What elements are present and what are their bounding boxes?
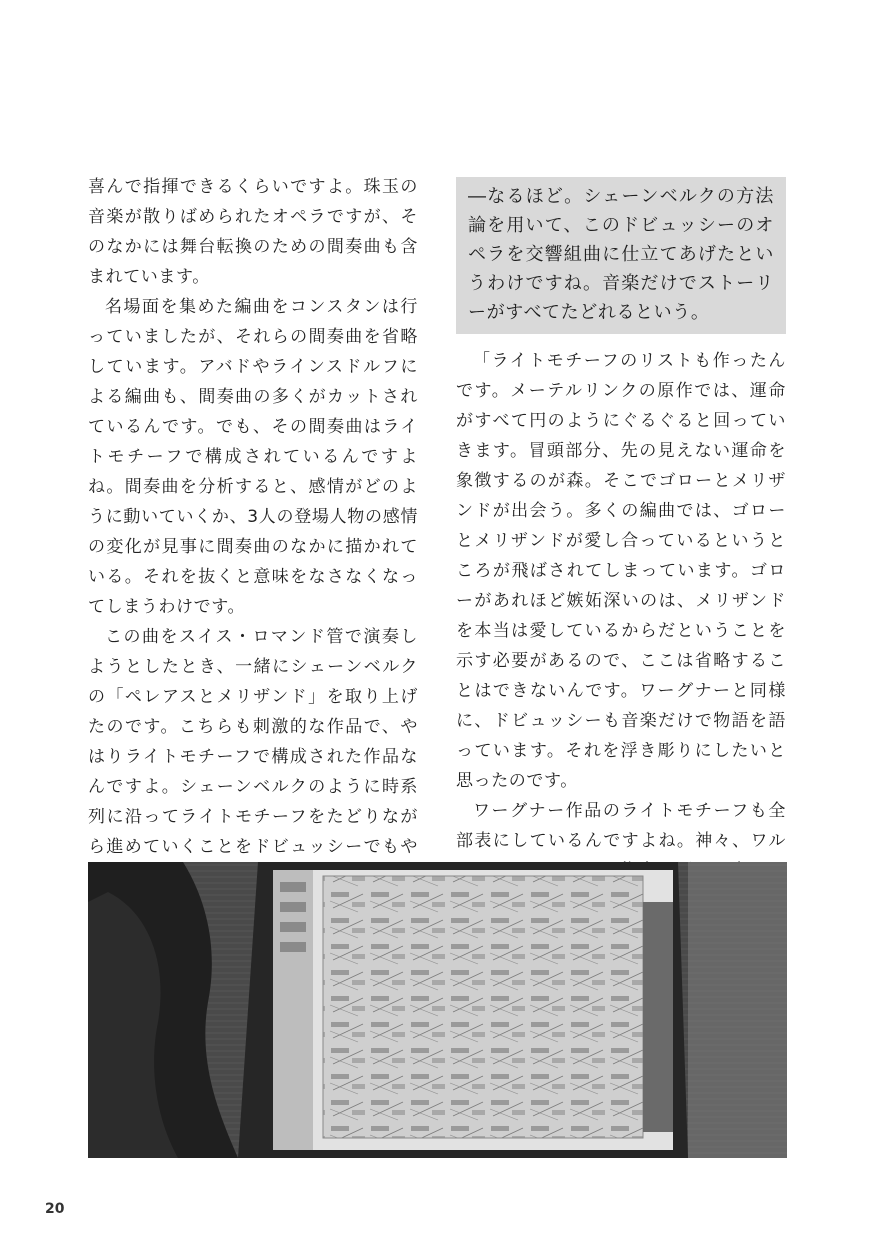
photo-illustration (88, 862, 787, 1158)
body-paragraph-4: 「ライトモチーフのリストも作ったんです。メーテルリンクの原作では、運命がすべて円のようにぐるぐると回っていきます。冒頭部分、先の見えない運命を象徴するのが森。そこでゴローとメリザンドが出会う。多くの編曲では、ゴローとメリザンドが愛し合っているというところが飛ばされてしまっています。ゴローがあれほど嫉妬深いのは、メリザンドを本当は愛しているからだということを示す必要があるので、ここは省略することはできないんです。ワーグナーと同様に、ドビュッシーも音楽だけで物語を語っています。それを浮き彫りにしたいと思ったのです。 (456, 351, 786, 791)
body-paragraph-2: 名場面を集めた編曲をコンスタンは行っていましたが、それらの間奏曲を省略しています。アバドやラインスドルフによる編曲も、間奏曲の多くがカットされているんです。でも、その間奏曲はライトモチーフで構成されているんですよね。間奏曲を分析すると、感情がどのように動いていくか、3人の登場人物の感情の変化が見事に間奏曲のなかに描かれている。それを抜くと意味をなさなくなってしまうわけです。 (88, 297, 418, 617)
right-column (456, 172, 786, 976)
body-paragraph-3: この曲をスイス・ロマンド管で演奏しようとしたとき、一緒にシェーンベルクの「ペレアスとメリザンド」を取り上げたのです。こちらも刺激的な作品で、やはりライトモチーフで構成された作品なんですよ。シェーンベルクのように時系列に沿ってライトモチーフをたどりながら進めていくことをドビュッシーでもや (88, 627, 418, 857)
laptop-leitmotif-chart-photo (88, 862, 787, 1158)
body-paragraph-5: ワーグナー作品のライトモチーフも全部表にしているんですよね。神々、ワル (456, 801, 786, 851)
interviewer-question: ―なるほど。シェーンベルクの方法論を用いて、このドビュッシーのオペラを交響組曲に仕立てあげたというわけですね。音楽だけでストーリーがすべてたどれるという。 (468, 186, 774, 323)
body-paragraph-1: 喜んで指揮できるくらいですよ。珠玉の音楽が散りばめられたオペラですが、そのなかには舞台転換のための間奏曲も含まれています。 (88, 177, 418, 287)
left-column (88, 172, 418, 982)
page-number: 20 (45, 1201, 65, 1217)
interviewer-question-box (456, 177, 786, 334)
